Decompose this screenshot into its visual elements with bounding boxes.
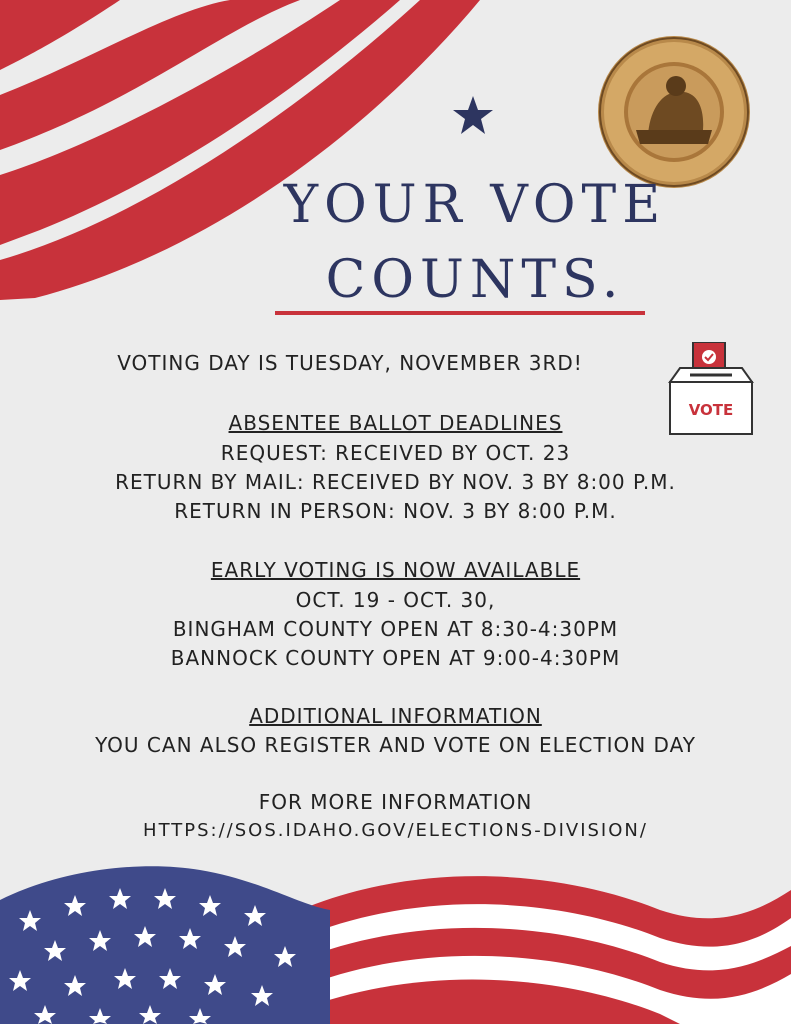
absentee-line-request: REQUEST: RECEIVED BY OCT. 23 — [220, 441, 571, 465]
more-info-heading: FOR MORE INFORMATION — [258, 790, 533, 814]
early-voting-heading: EARLY VOTING IS NOW AVAILABLE — [210, 558, 581, 582]
voting-day-text: VOTING DAY IS TUESDAY, NOVEMBER 3RD! — [117, 351, 583, 375]
additional-info-heading: ADDITIONAL INFORMATION — [249, 704, 542, 728]
more-info-link[interactable]: HTTPS://SOS.IDAHO.GOV/ELECTIONS-DIVISION/ — [143, 820, 648, 841]
absentee-line-in-person: RETURN IN PERSON: NOV. 3 BY 8:00 P.M. — [174, 499, 617, 523]
title-line-1: YOUR VOTE — [283, 175, 667, 235]
absentee-heading: ABSENTEE BALLOT DEADLINES — [228, 411, 563, 435]
ballot-box-label: VOTE — [688, 401, 734, 419]
early-voting-bingham: BINGHAM COUNTY OPEN AT 8:30-4:30PM — [172, 617, 619, 641]
early-voting-dates: OCT. 19 - OCT. 30, — [295, 588, 496, 612]
tribal-seal-logo — [596, 34, 752, 190]
title-line-2: COUNTS. — [325, 250, 625, 310]
flag-bottom — [0, 850, 791, 1024]
additional-info-text: YOU CAN ALSO REGISTER AND VOTE ON ELECTION DAY — [95, 733, 696, 757]
title-underline — [275, 311, 645, 315]
star-icon — [453, 96, 493, 134]
absentee-line-mail: RETURN BY MAIL: RECEIVED BY NOV. 3 BY 8:00 P.M. — [115, 470, 676, 494]
early-voting-bannock: BANNOCK COUNTY OPEN AT 9:00-4:30PM — [170, 646, 621, 670]
